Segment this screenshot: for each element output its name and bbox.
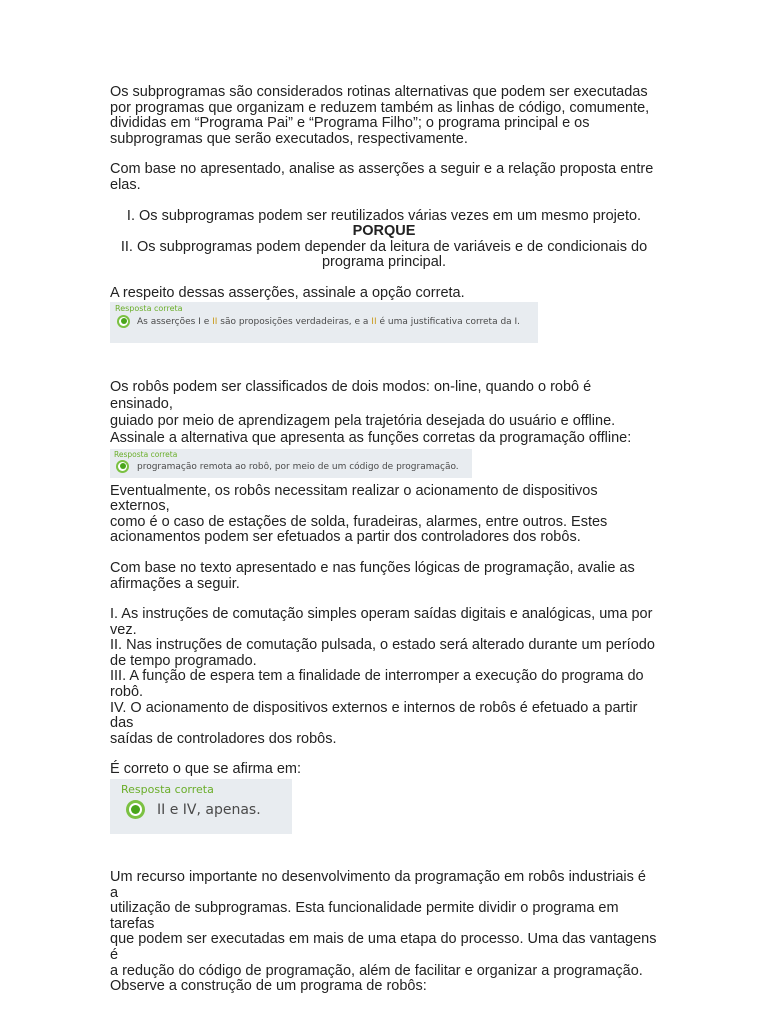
q2-correct-answer-box	[110, 449, 472, 478]
q2-text-line: Os robôs podem ser classificados de dois modos: on-line, quando o robô é ensinado,	[110, 378, 592, 412]
answer-label: Resposta correta	[121, 783, 214, 797]
q3-intro-line: como é o caso de estações de solda, furadeiras, alarmes, entre outros. Estes	[110, 513, 608, 530]
q1-assertion-1: I. Os subprogramas podem ser reutilizados várias vezes em um mesmo projeto.	[126, 207, 642, 224]
q4-text-line: que podem ser executadas em mais de uma etapa do processo. Uma das vantagens é	[110, 931, 657, 963]
q1-assertion-2-line: II. Os subprogramas podem depender da leitura de variáveis e de condicionais do	[120, 238, 648, 255]
q4-text-line: a redução do código de programação, além de facilitar e organizar a programação.	[110, 962, 643, 979]
q3-item-line: III. A função de espera tem a finalidade de interromper a execução do programa do	[110, 668, 644, 685]
q1-intro-line: por programas que organizam e reduzem também as linhas de código, comumente,	[110, 99, 650, 116]
q1-intro-line: divididas em “Programa Pai” e “Programa Filho”; o programa principal e os	[110, 115, 590, 132]
q3-prompt-line: afirmações a seguir.	[110, 575, 240, 592]
q1-prompt-line: Com base no apresentado, analise as asserções a seguir e a relação proposta entre	[110, 161, 654, 178]
q2-text-line: Assinale a alternativa que apresenta as funções corretas da programação offline:	[110, 429, 632, 446]
q3-correct-answer-box	[110, 779, 292, 834]
q3-question: É correto o que se afirma em:	[110, 761, 301, 778]
answer-label: Resposta correta	[114, 449, 178, 459]
q1-connector: PORQUE	[352, 223, 416, 240]
q3-intro-line: Eventualmente, os robôs necessitam realizar o acionamento de dispositivos externos,	[110, 482, 598, 515]
q2-text-line: guiado por meio de aprendizagem pela trajetória desejada do usuário e offline.	[110, 412, 616, 429]
q3-prompt-line: Com base no texto apresentado e nas funções lógicas de programação, avalie as	[110, 559, 635, 576]
q1-prompt-line: elas.	[110, 176, 141, 193]
q3-item-line: vez.	[110, 621, 137, 638]
q3-item-line: saídas de controladores dos robôs.	[110, 730, 337, 747]
q4-text-line: Observe a construção de um programa de robôs:	[110, 978, 427, 995]
q1-intro-line: subprogramas que serão executados, respectivamente.	[110, 130, 468, 147]
q3-item-line: I. As instruções de comutação simples operam saídas digitais e analógicas, uma por	[110, 606, 653, 623]
question-2	[110, 379, 658, 478]
q1-assertion-2-line: programa principal.	[321, 254, 447, 271]
answer-label: Resposta correta	[115, 303, 183, 313]
q1-question: A respeito dessas asserções, assinale a opção correta.	[110, 284, 465, 301]
q3-intro-line: acionamentos podem ser efetuados a partir dos controladores dos robôs.	[110, 529, 581, 546]
q4-text-line: Um recurso importante no desenvolvimento da programação em robôs industriais é a	[110, 869, 646, 901]
radio-selected-icon	[126, 800, 145, 819]
document-page	[110, 85, 658, 995]
answer-text: As asserções I e II são proposições verdadeiras, e a II é uma justificativa correta da I.	[137, 316, 521, 327]
question-3	[110, 484, 658, 835]
question-1	[110, 85, 658, 343]
answer-text: II e IV, apenas.	[157, 802, 261, 819]
radio-selected-icon	[117, 315, 130, 328]
q3-item-line: IV. O acionamento de dispositivos externos e internos de robôs é efetuado a partir das	[110, 699, 638, 732]
q1-intro-line: Os subprogramas são considerados rotinas alternativas que podem ser executadas	[110, 84, 648, 100]
answer-text: programação remota ao robô, por meio de um código de programação.	[137, 461, 459, 472]
q1-correct-answer-box	[110, 302, 538, 343]
question-4	[110, 870, 658, 995]
q3-item-line: de tempo programado.	[110, 652, 257, 669]
q3-item-line: II. Nas instruções de comutação pulsada, o estado será alterado durante um período	[110, 637, 655, 654]
q3-item-line: robô.	[110, 684, 144, 701]
radio-selected-icon	[116, 460, 129, 473]
q4-text-line: utilização de subprogramas. Esta funcionalidade permite dividir o programa em tarefas	[110, 900, 619, 932]
